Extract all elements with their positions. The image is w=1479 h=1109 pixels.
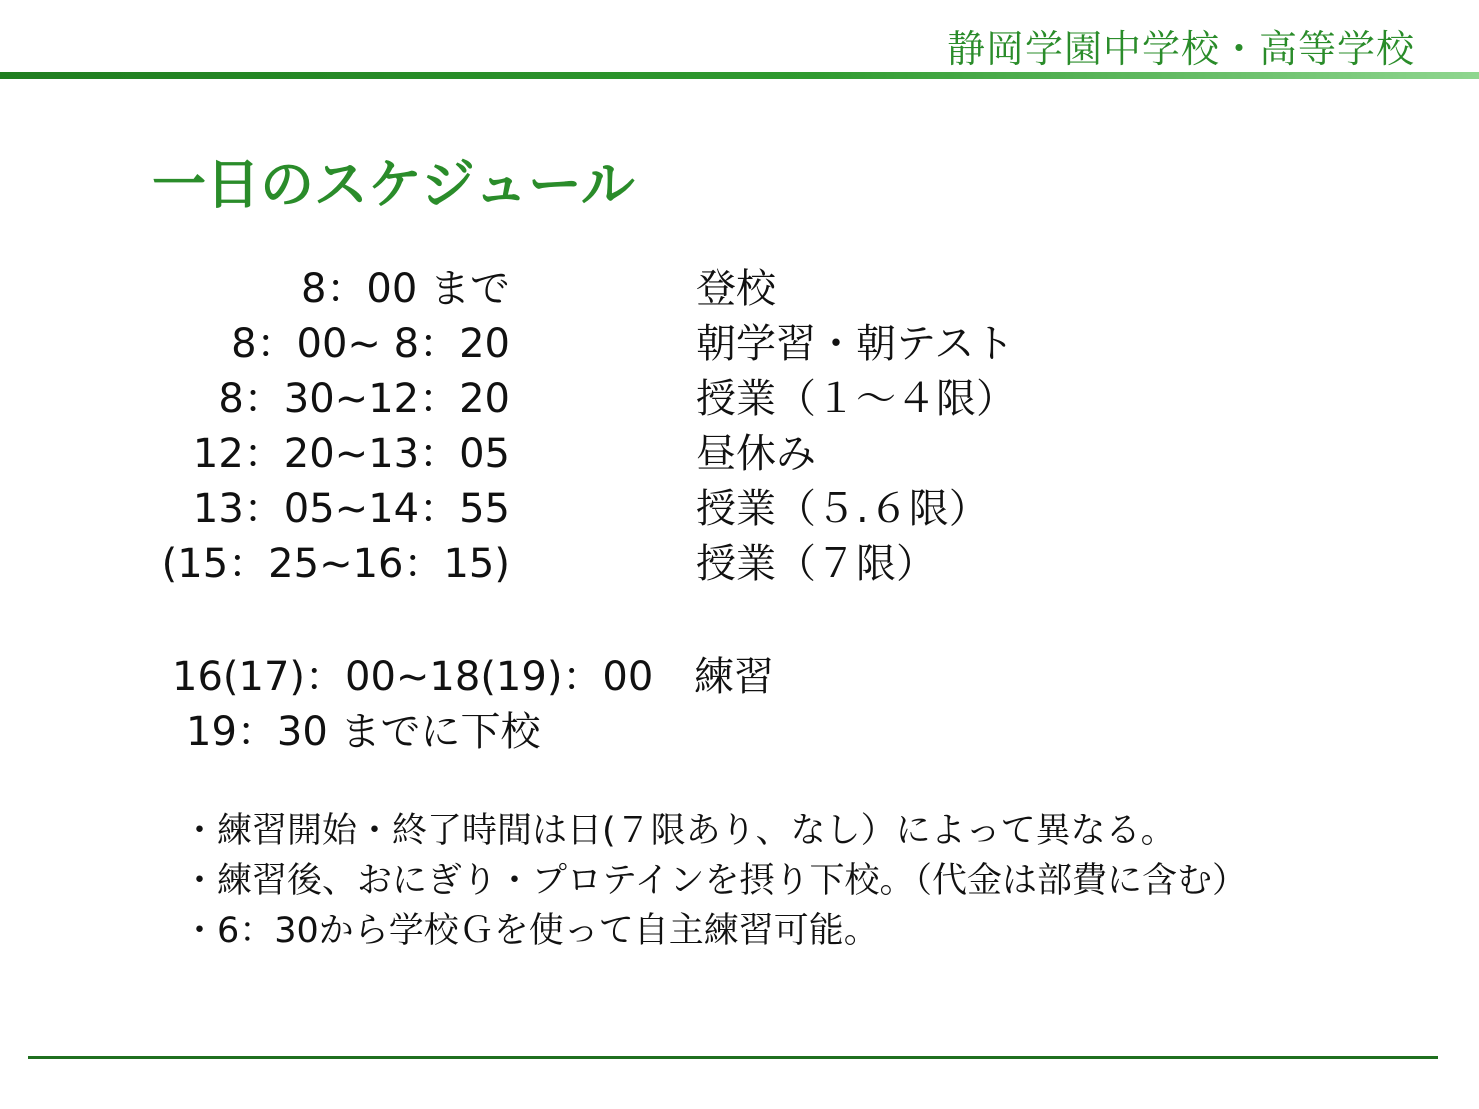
schedule-row — [0, 427, 1479, 482]
schedule-table — [0, 262, 1479, 592]
practice-activity: 練習 — [694, 654, 774, 700]
practice-time: 16(17)：00~18(19)：00 — [172, 654, 654, 700]
schedule-time: 13：05~14：55 — [192, 486, 510, 532]
notes-list — [182, 806, 1247, 956]
schedule-time: 8：00 まで — [300, 266, 510, 312]
schedule-row — [0, 317, 1479, 372]
schedule-activity: 授業（５.６限） — [696, 486, 989, 532]
schedule-time: (15：25~16：15) — [161, 541, 510, 587]
note-item: ・練習後、おにぎり・プロテインを摂り下校。（代金は部費に含む） — [182, 861, 1248, 901]
schedule-activity: 授業（１～４限） — [696, 376, 1016, 422]
schedule-activity: 昼休み — [696, 431, 816, 477]
schedule-activity: 朝学習・朝テスト — [696, 321, 1015, 367]
schedule-activity: 登校 — [696, 266, 776, 312]
note-item: ・6：30から学校Ｇを使って自主練習可能。 — [182, 911, 879, 951]
note-item: ・練習開始・終了時間は日(７限あり、なし）によって異なる。 — [182, 811, 1176, 851]
schedule-row — [0, 482, 1479, 537]
schedule-row — [0, 537, 1479, 592]
schedule-time: 12：20~13：05 — [192, 431, 510, 477]
schedule-time: 8：30~12：20 — [218, 376, 510, 422]
practice-section — [0, 650, 1479, 705]
practice-row — [0, 650, 1479, 705]
schedule-time: 8：00~ 8：20 — [231, 321, 510, 367]
footer-divider — [28, 1056, 1438, 1059]
school-name: 静岡学園中学校・高等学校 — [946, 27, 1415, 71]
schedule-row — [0, 372, 1479, 427]
leave-time: 19：30 までに下校 — [186, 709, 541, 755]
schedule-row — [0, 262, 1479, 317]
header-divider — [0, 72, 1479, 79]
page-title: 一日のスケジュール — [152, 153, 635, 216]
schedule-activity: 授業（７限） — [696, 541, 936, 587]
